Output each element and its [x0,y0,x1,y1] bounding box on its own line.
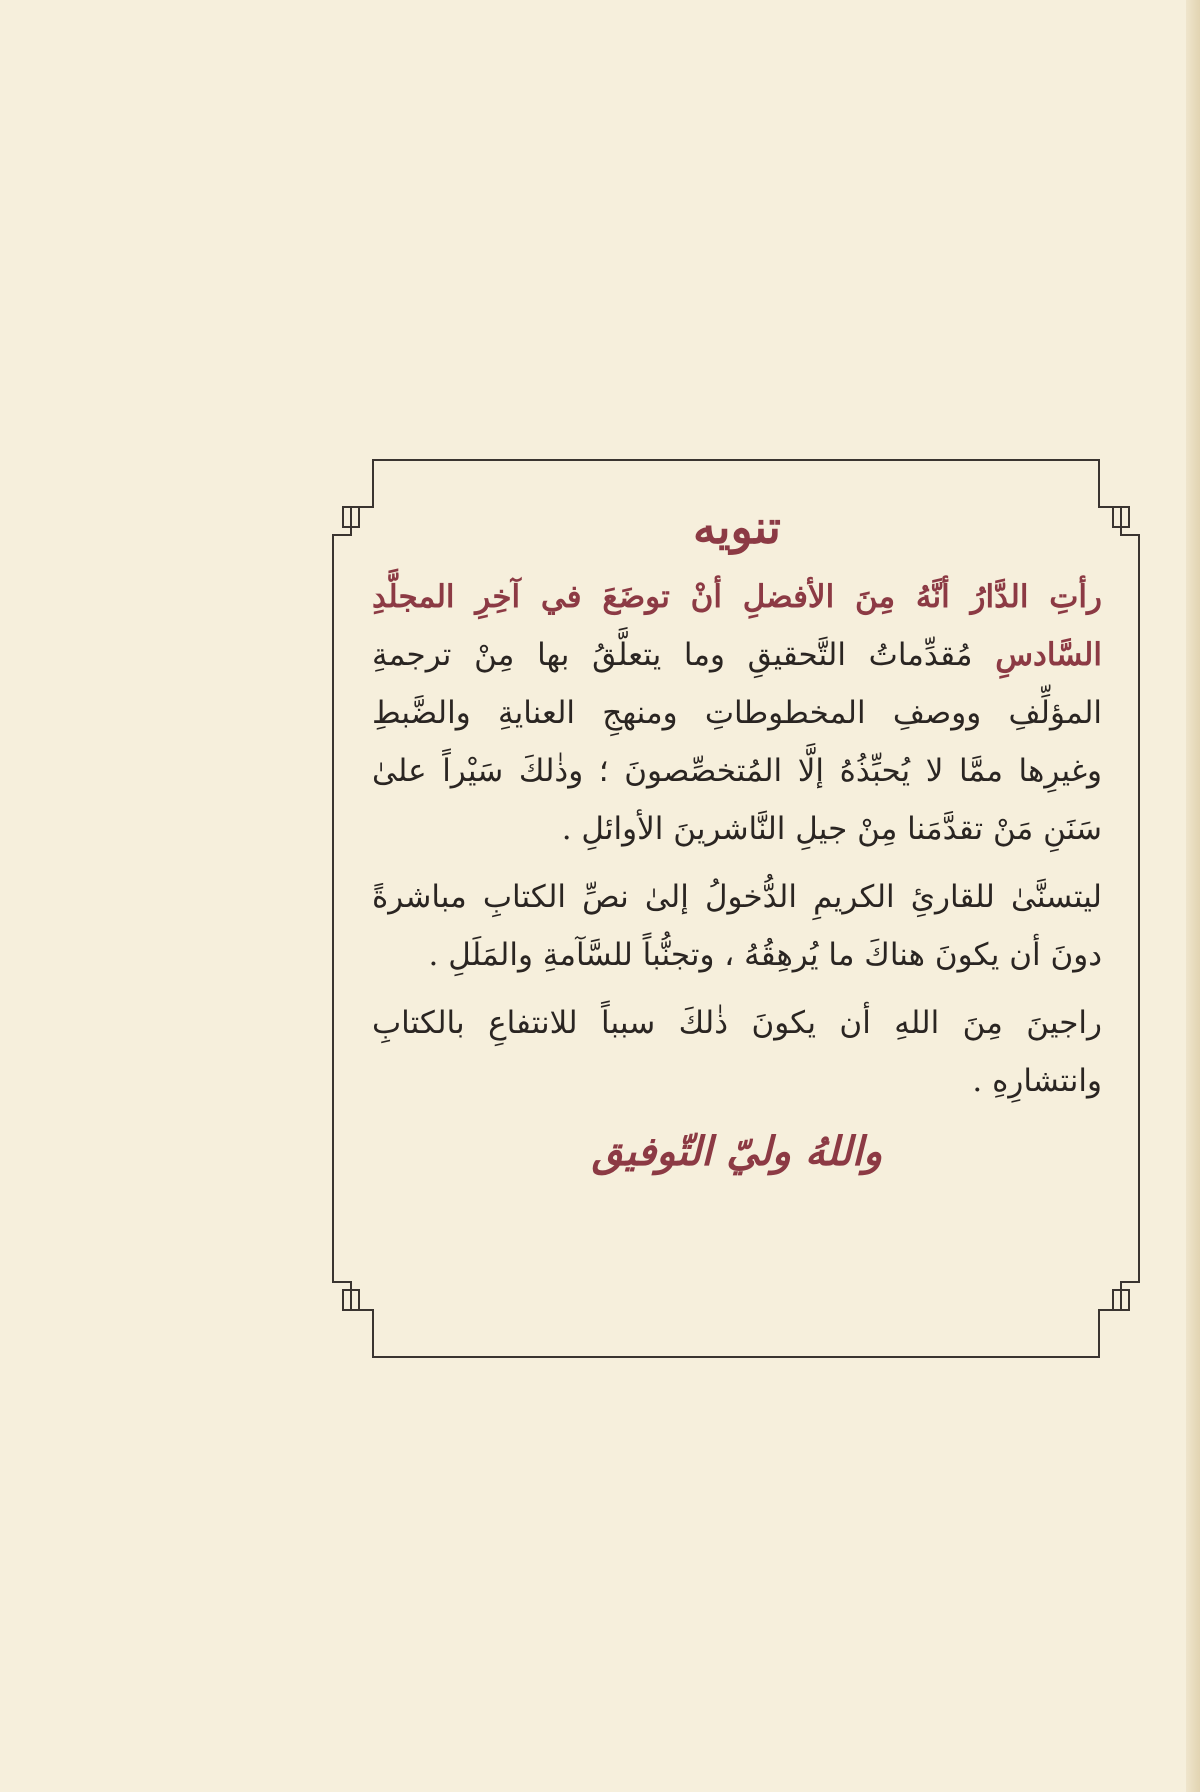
paragraph-1-highlight: رأتِ الدَّارُ أنَّهُ مِنَ الأفضلِ أنْ توضَعَ في آخِرِ المجلَّدِ السَّادسِ [372,579,1102,673]
paragraph-2: ليتسنَّىٰ للقارئِ الكريمِ الدُّخولُ إلىٰ نصِّ الكتابِ مباشرةً دونَ أن يكونَ هناكَ ما يُرهِقُهُ ، وتجنُّباً للسَّآمةِ والمَلَلِ . [372,879,1102,973]
closing-phrase: واللهُ وليّ التّوفيق [591,1128,883,1175]
page-edge-shadow [1186,0,1200,1792]
paragraph-1-text: مُقدِّماتُ التَّحقيقِ وما يتعلَّقُ بها مِنْ ترجمةِ المؤلِّفِ ووصفِ المخطوطاتِ ومنهجِ العنايةِ والضَّبطِ وغيرِها ممَّا لا يُحبِّذُهُ إلَّا المُتخصِّصونَ ؛ وذٰلكَ سَيْراً علىٰ سَنَنِ مَنْ تقدَّمَنا مِنْ جيلِ النَّاشرينَ الأوائلِ . [372,637,1102,847]
paragraph-1 [372,568,1102,858]
paragraph-3: راجينَ مِنَ اللهِ أن يكونَ ذٰلكَ سبباً للانتفاعِ بالكتابِ وانتشارِهِ . [372,1005,1102,1099]
notice-content [372,500,1102,1175]
notice-title: تنويه [693,500,781,554]
